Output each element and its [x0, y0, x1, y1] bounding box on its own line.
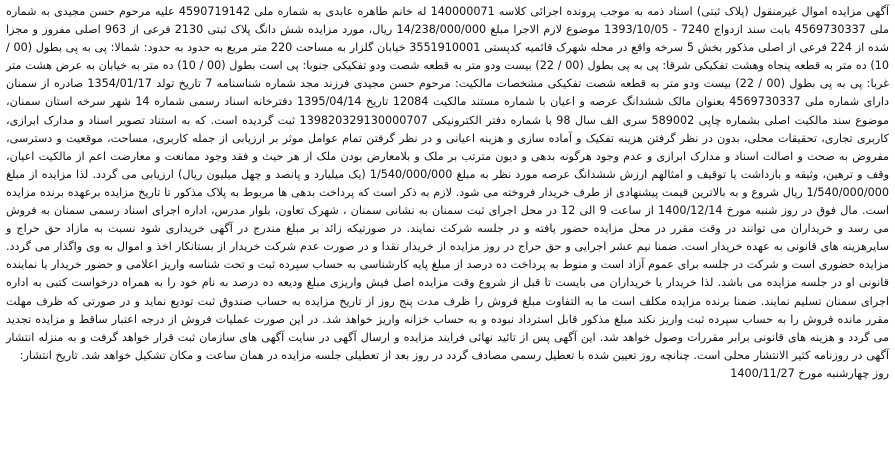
publish-date-line: روز چهارشنبه مورخ 1400/11/27	[730, 366, 889, 380]
notice-body: آگهی مزایده اموال غیرمنقول (پلاک ثبتی) اسناد ذمه به موجب پرونده اجرائی کلاسه 140000071 له خانم طاهره عابدی به شماره ملی 4590719142 علیه مرحوم حسن مجیدی به شماره ملی 4569730337 بابت سند ازدواج 7240 - 1393/10/05 موضوع لازم الاجرا مبلغ 14/238/000/000 ریال، مورد مزایده شش دانگ پلاک ثبتی 2130 فرعی از 963 اصلی مفروز و مجزا شده از 224 فرعی از اصلی مذکور بخش 5 سرخه واقع در محله شهرک قائمیه کدپستی 3551910001 خیابان گلزار به مساحت 220 متر مربع به حدود به حدود: شمالا: پی به پی بطول (00 / 10) ده متر به قطعه پنجاه وهشت تفکیکی شرقا: پی به پی بطول (00 / 22) بیست ودو متر به قطعه شصت ودو تفکیکی جنوبا: پی است بطول (00 / 10) ده متر به خیابان به عرض هشت متر غربا: پی به پی بطول (00 / 22) بیست ودو متر به قطعه شصت تفکیکی مشخصات مالکیت: مرحوم حسن مجیدی فرزند مجد شماره شناسنامه 7 تاریخ تولد 1354/01/17 صادره از سمنان دارای شماره ملی 4569730337 بعنوان مالک ششدانگ عرصه و اعیان با شماره مستند مالکیت 12084 تاریخ 1395/04/14 دفترخانه اسناد رسمی شماره 14 شهر سرخه استان سمنان، موضوع سند مالکیت اصلی بشماره چاپی 589002 سری الف سال 98 با شماره دفتر الکترونیکی 139820329130000707 ثبت گردیده است. که به استناد تصویر اسناد و مدارک ابرازی، کاربری تجاری، تحقیقات محلی، بدون در نظر گرفتن هزینه تفکیک و آماده سازی و هزینه اعیانی و در نظر گرفتن تمام عوامل موثر بر ارزیابی از جمله کاربری، مساحت، موقعیت و دسترسی، مفروض به صحت و اصالت اسناد و مدارک ابرازی و عدم وجود هرگونه بدهی و دیون مترتب بر ملک و بلامعارض بودن ملک از هر حیث و فقد وجود ممانعت و معارضت اعم از مالکیت اعیان، وقف و ترهین، وثیقه و بازداشت یا توقیف و امثالهم ارزش ششدانگ عرصه مورد نظر به مبلغ 1/540/000/000 (یک میلیارد و پانصد و چهل میلیون ریال) ارزیابی می گردد. لذا مزایده از مبلغ 1/540/000/000 ریال شروع و به بالاترین قیمت پیشنهادی از طرف خریدار فروخته می شود. لازم به ذکر است که پرداخت بدهی ها مربوط به پلاک مذکور تا تاریخ مزایده برعهده برنده مزایده است. مال فوق در روز شنبه مورخ 1400/12/14 از ساعت 9 الی 12 در محل اجرای ثبت سمنان به نشانی سمنان ، شهرک تعاون، بلوار مدرس، اداره اجرای اسناد رسمی سمنان به فروش می رسد و خریداران می توانند در وقت مقرر در محل مزایده حضور یافته و در جلسه شرکت نمایند. در صورتیکه زائد بر مبلغ مندرج در آگهی خریداری شود نسبت به مازاد حق حراج و سایرهزینه های قانونی به عهده خریدار است. ضمنا نیم عشر اجرایی و حق حراج در روز مزایده از خریدار نقدا و در صورت عدم شرکت خریدار از بستانکار اخذ و اموال به وی واگذار می گردد. مزایده حضوری است و شرکت در جلسه برای عموم آزاد است و منوط به پرداخت ده درصد از مبلغ پایه کارشناسی به حساب سپرده ثبت و تحت شناسه واریز اعلامی و حضور خریدار یا نماینده قانونی او در جلسه مزایده می باشد. لذا خریدار یا خریداران می بایست تا قبل از شروع وقت مزایده اصل فیش واریزی مبلغ ودیعه ده درصد به نام خود را به همراه درخواست کتبی به اداره اجرای سمنان تسلیم نمایند. ضمنا برنده مزایده مکلف است ما به التفاوت مبلغ فروش را ظرف مدت پنج روز از تاریخ مزایده به حساب صندوق ثبت تودیع نماید و در صورتی که ظرف مهلت مقرر مانده فروش را به حساب سپرده ثبت واریز نکند مبلغ مذکور قابل استرداد نبوده و به حساب خزانه واریز خواهد شد. در این صورت عملیات فروش از درجه اعتبار ساقط و مزایده تجدید می گردد و هزینه های قانونی برابر مقررات وصول خواهد شد. این آگهی پس از تائید نهائی فرایند مزایده و ارسال آگهی در سایت آگهی های سازمان ثبت قرار خواهد گرفت و به منزله انتشار آگهی در روزنامه کثیر الانتشار محلی است. چنانچه روز تعیین شده با تعطیل رسمی مصادف گردد در روز بعد از تعطیلی جلسه مزایده در همان ساعت و مکان تشکیل خواهد شد. تاریخ انتشار:	[6, 5, 890, 362]
